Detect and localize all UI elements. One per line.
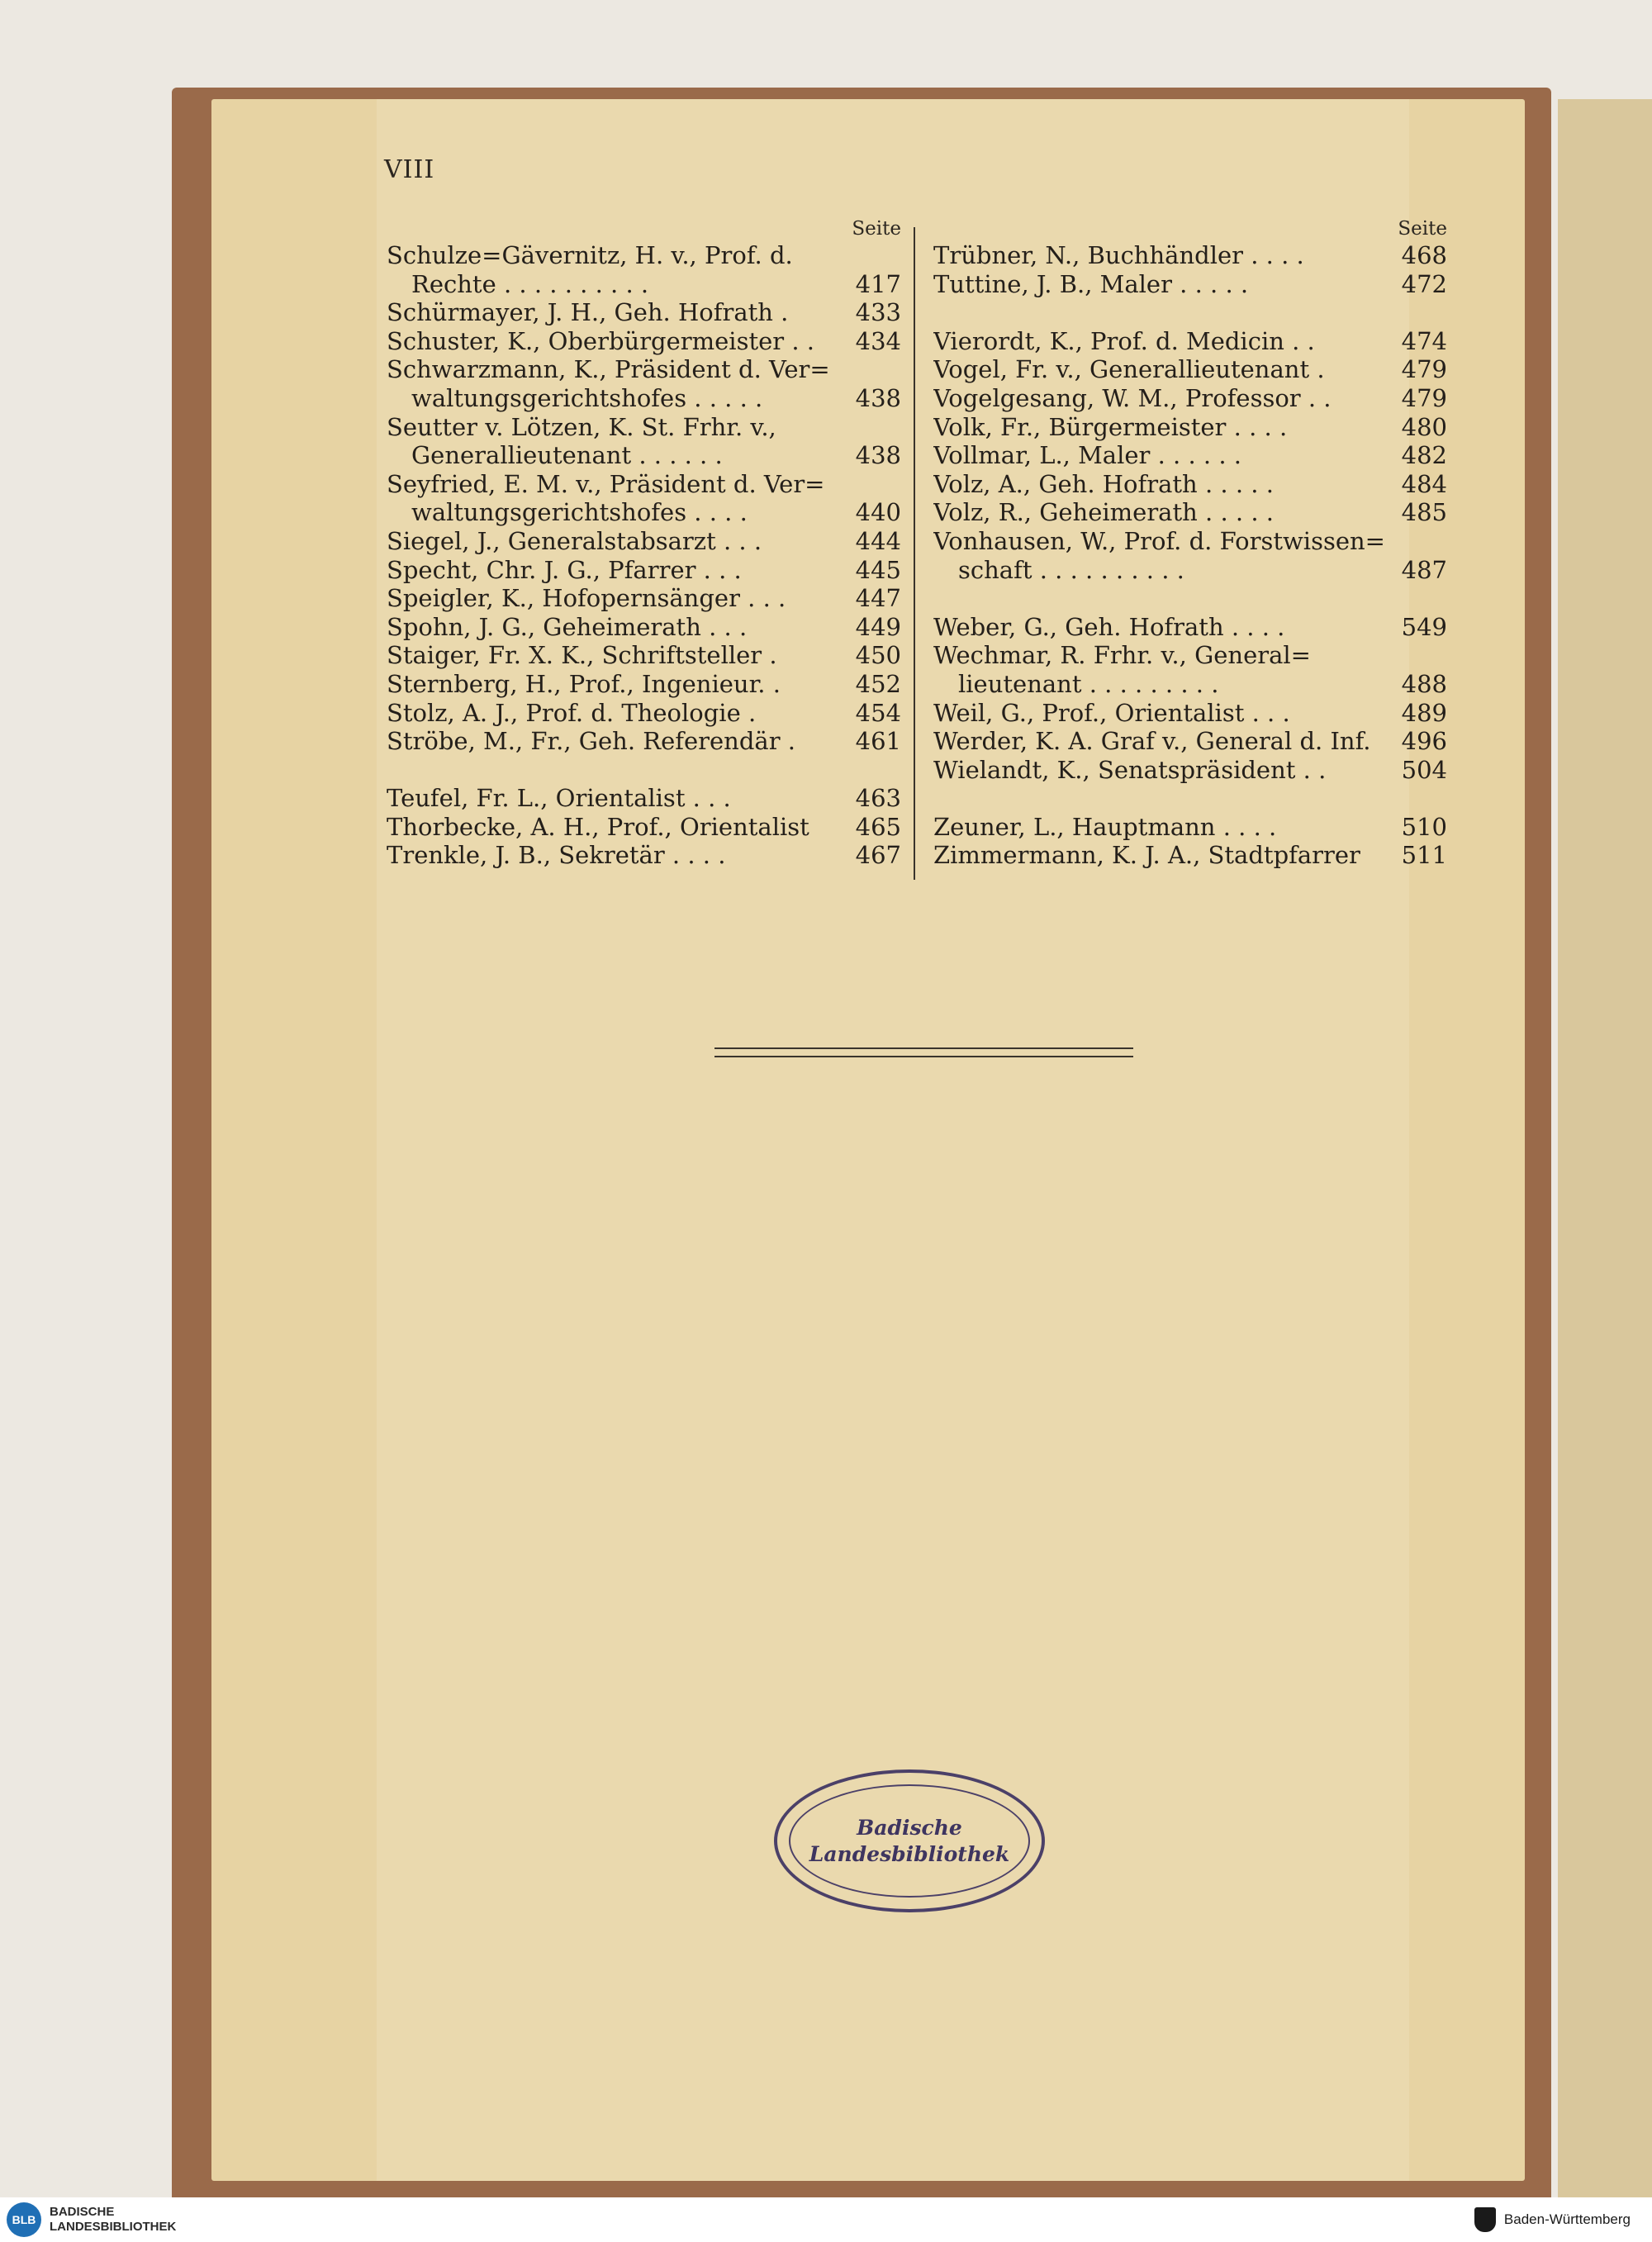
viewer-footer — [0, 2197, 1652, 2242]
index-entry-name: Teufel, Fr. L., Orientalist . . . — [387, 784, 731, 813]
index-entry-name: Weil, G., Prof., Orientalist . . . — [933, 698, 1290, 727]
index-entry — [933, 756, 1447, 785]
index-entry — [387, 413, 901, 442]
adjacent-page-edge — [1558, 99, 1652, 2197]
index-entry-name: Schulze=Gävernitz, H. v., Prof. d. — [387, 241, 793, 269]
index-entry-page: 417 — [855, 269, 901, 298]
index-entry-name: Weber, G., Geh. Hofrath . . . . — [933, 612, 1285, 641]
index-entry-page: 454 — [855, 698, 901, 727]
index-entry-name: Schwarzmann, K., Präsident d. Ver= — [387, 355, 830, 384]
index-entry-page: 496 — [1401, 727, 1447, 756]
index-entry — [387, 384, 901, 413]
index-entry — [933, 813, 1447, 842]
index-entry-name: Staiger, Fr. X. K., Schriftsteller . — [387, 641, 777, 670]
index-rows-right — [933, 241, 1447, 870]
index-entry — [387, 470, 901, 499]
index-entry-page: 487 — [1401, 555, 1447, 584]
index-entry-page: 511 — [1401, 841, 1447, 870]
index-entry — [387, 527, 901, 556]
index-entry-page: 438 — [855, 441, 901, 470]
index-entry-page: 440 — [855, 498, 901, 527]
index-entry-page: 467 — [855, 841, 901, 870]
index-gap — [933, 298, 1447, 327]
index-entry-page: 463 — [855, 784, 901, 813]
index-gap — [933, 584, 1447, 613]
index-entry-page: 484 — [1401, 469, 1447, 498]
index-entry-page: 472 — [1401, 269, 1447, 298]
index-entry — [933, 355, 1447, 384]
index-entry-page: 510 — [1401, 812, 1447, 841]
index-entry — [933, 699, 1447, 728]
index-entry — [933, 670, 1447, 699]
index-entry-page: 474 — [1401, 326, 1447, 355]
index-entry-page: 445 — [855, 555, 901, 584]
index-entry-name: lieutenant . . . . . . . . . — [958, 669, 1219, 698]
index-entry — [933, 441, 1447, 470]
index-entry-name: Ströbe, M., Fr., Geh. Referendär . — [387, 727, 795, 756]
index-entry — [387, 584, 901, 613]
index-entry — [387, 270, 901, 299]
index-entry-page: 434 — [855, 326, 901, 355]
index-entry-page: 479 — [1401, 355, 1447, 384]
index-entry-page: 449 — [855, 612, 901, 641]
index-entry-page: 468 — [1401, 241, 1447, 269]
index-entry-name: Sternberg, H., Prof., Ingenieur. . — [387, 669, 781, 698]
index-entry-page: 444 — [855, 526, 901, 555]
index-entry-page: 438 — [855, 383, 901, 412]
index-entry-name: Vogel, Fr. v., Generallieutenant . — [933, 355, 1325, 384]
index-entry-page: 485 — [1401, 498, 1447, 527]
index-entry-name: Specht, Chr. J. G., Pfarrer . . . — [387, 555, 742, 584]
index-entry — [933, 413, 1447, 442]
index-entry-page: 480 — [1401, 412, 1447, 441]
index-entry-page: 479 — [1401, 383, 1447, 412]
index-entry-name: Vogelgesang, W. M., Professor . . — [933, 383, 1332, 412]
index-entry — [387, 355, 901, 384]
index-entry — [933, 841, 1447, 870]
index-entry-page: 452 — [855, 669, 901, 698]
index-entry-name: Siegel, J., Generalstabsarzt . . . — [387, 526, 762, 555]
index-entry-name: Seyfried, E. M. v., Präsident d. Ver= — [387, 469, 825, 498]
blb-branding[interactable] — [7, 2202, 176, 2237]
index-entry — [933, 727, 1447, 756]
index-gap — [387, 756, 901, 785]
index-entry-name: Rechte . . . . . . . . . . — [411, 269, 649, 298]
index-entry-name: Schürmayer, J. H., Geh. Hofrath . — [387, 298, 789, 327]
index-entry-name: Spohn, J. G., Geheimerath . . . — [387, 612, 748, 641]
column-divider — [914, 227, 915, 880]
blb-name-line-1: BADISCHE — [50, 2205, 115, 2219]
index-entry-name: waltungsgerichtshofes . . . . . — [411, 383, 763, 412]
index-entry — [387, 670, 901, 699]
index-entry — [387, 241, 901, 270]
index-entry — [387, 813, 901, 842]
index-entry-name: Volz, A., Geh. Hofrath . . . . . — [933, 469, 1274, 498]
index-entry-name: Trübner, N., Buchhändler . . . . — [933, 241, 1304, 269]
index-entry-name: Werder, K. A. Graf v., General d. Inf. — [933, 727, 1371, 756]
index-entry — [933, 613, 1447, 642]
index-entry — [933, 641, 1447, 670]
index-entry — [387, 498, 901, 527]
index-entry — [387, 613, 901, 642]
bw-branding[interactable] — [1474, 2207, 1631, 2232]
index-entry-name: Stolz, A. J., Prof. d. Theologie . — [387, 698, 757, 727]
index-entry-name: Volz, R., Geheimerath . . . . . — [933, 498, 1274, 527]
end-rule — [714, 1047, 1133, 1057]
index-entry — [387, 727, 901, 756]
index-entry-page: 465 — [855, 812, 901, 841]
index-entry-page: 450 — [855, 641, 901, 670]
index-entry — [933, 498, 1447, 527]
index-entry-name: Trenkle, J. B., Sekretär . . . . — [387, 841, 726, 870]
bw-coat-of-arms-icon — [1474, 2207, 1496, 2232]
stamp-line-1: Badische — [857, 1815, 962, 1840]
library-stamp — [774, 1769, 1045, 1912]
index-entry — [387, 556, 901, 585]
seite-header-right: Seite — [1398, 218, 1447, 240]
index-entry-name: Zimmermann, K. J. A., Stadtpfarrer — [933, 841, 1360, 870]
index-entry-name: Tuttine, J. B., Maler . . . . . — [933, 269, 1249, 298]
blb-name — [50, 2205, 176, 2235]
index-entry-name: Wielandt, K., Senatspräsident . . — [933, 755, 1327, 784]
index-entry — [933, 327, 1447, 356]
index-entry-name: schaft . . . . . . . . . . — [958, 555, 1184, 584]
index-entry — [387, 784, 901, 813]
index-entry — [387, 641, 901, 670]
library-stamp-text — [789, 1784, 1030, 1898]
seite-header-left: Seite — [852, 218, 901, 240]
index-column-right — [933, 216, 1447, 870]
index-entry — [387, 699, 901, 728]
index-entry — [933, 270, 1447, 299]
bw-name: Baden-Württemberg — [1503, 2211, 1631, 2227]
stamp-line-2: Landesbibliothek — [809, 1841, 1010, 1866]
blb-name-line-2: LANDESBIBLIOTHEK — [50, 2220, 177, 2234]
index-entry — [933, 556, 1447, 585]
index-entry — [387, 841, 901, 870]
index-entry — [933, 241, 1447, 270]
index-entry-name: Wechmar, R. Frhr. v., General= — [933, 641, 1311, 670]
index-entry-page: 447 — [855, 584, 901, 613]
index-entry — [933, 384, 1447, 413]
blb-logo-icon: BLB — [7, 2202, 41, 2237]
index-entry-name: Seutter v. Lötzen, K. St. Frhr. v., — [387, 412, 776, 441]
index-entry-name: waltungsgerichtshofes . . . . — [411, 498, 748, 527]
index-entry-name: Speigler, K., Hofopernsänger . . . — [387, 584, 786, 613]
index-entry — [933, 527, 1447, 556]
index-entry — [387, 327, 901, 356]
index-entry-name: Vollmar, L., Maler . . . . . . — [933, 441, 1242, 470]
index-column-left — [387, 216, 901, 870]
index-entry-page: 461 — [855, 727, 901, 756]
index-entry-name: Generallieutenant . . . . . . — [411, 441, 723, 470]
index-entry-page: 488 — [1401, 669, 1447, 698]
index-entry-name: Volk, Fr., Bürgermeister . . . . — [933, 412, 1288, 441]
index-entry-name: Zeuner, L., Hauptmann . . . . — [933, 812, 1277, 841]
index-rows-left — [387, 241, 901, 870]
index-entry-name: Vonhausen, W., Prof. d. Forstwissen= — [933, 526, 1385, 555]
index-gap — [933, 784, 1447, 813]
index-entry-name: Schuster, K., Oberbürgermeister . . — [387, 326, 815, 355]
index-entry-page: 482 — [1401, 441, 1447, 470]
index-entry-page: 549 — [1401, 612, 1447, 641]
page-number: VIII — [384, 155, 435, 184]
index-entry-page: 489 — [1401, 698, 1447, 727]
index-entry-name: Thorbecke, A. H., Prof., Orientalist — [387, 812, 809, 841]
index-entry-page: 433 — [855, 298, 901, 327]
index-entry — [387, 441, 901, 470]
index-entry — [933, 470, 1447, 499]
index-entry-page: 504 — [1401, 755, 1447, 784]
index-entry — [387, 298, 901, 327]
index-entry-name: Vierordt, K., Prof. d. Medicin . . — [933, 326, 1315, 355]
